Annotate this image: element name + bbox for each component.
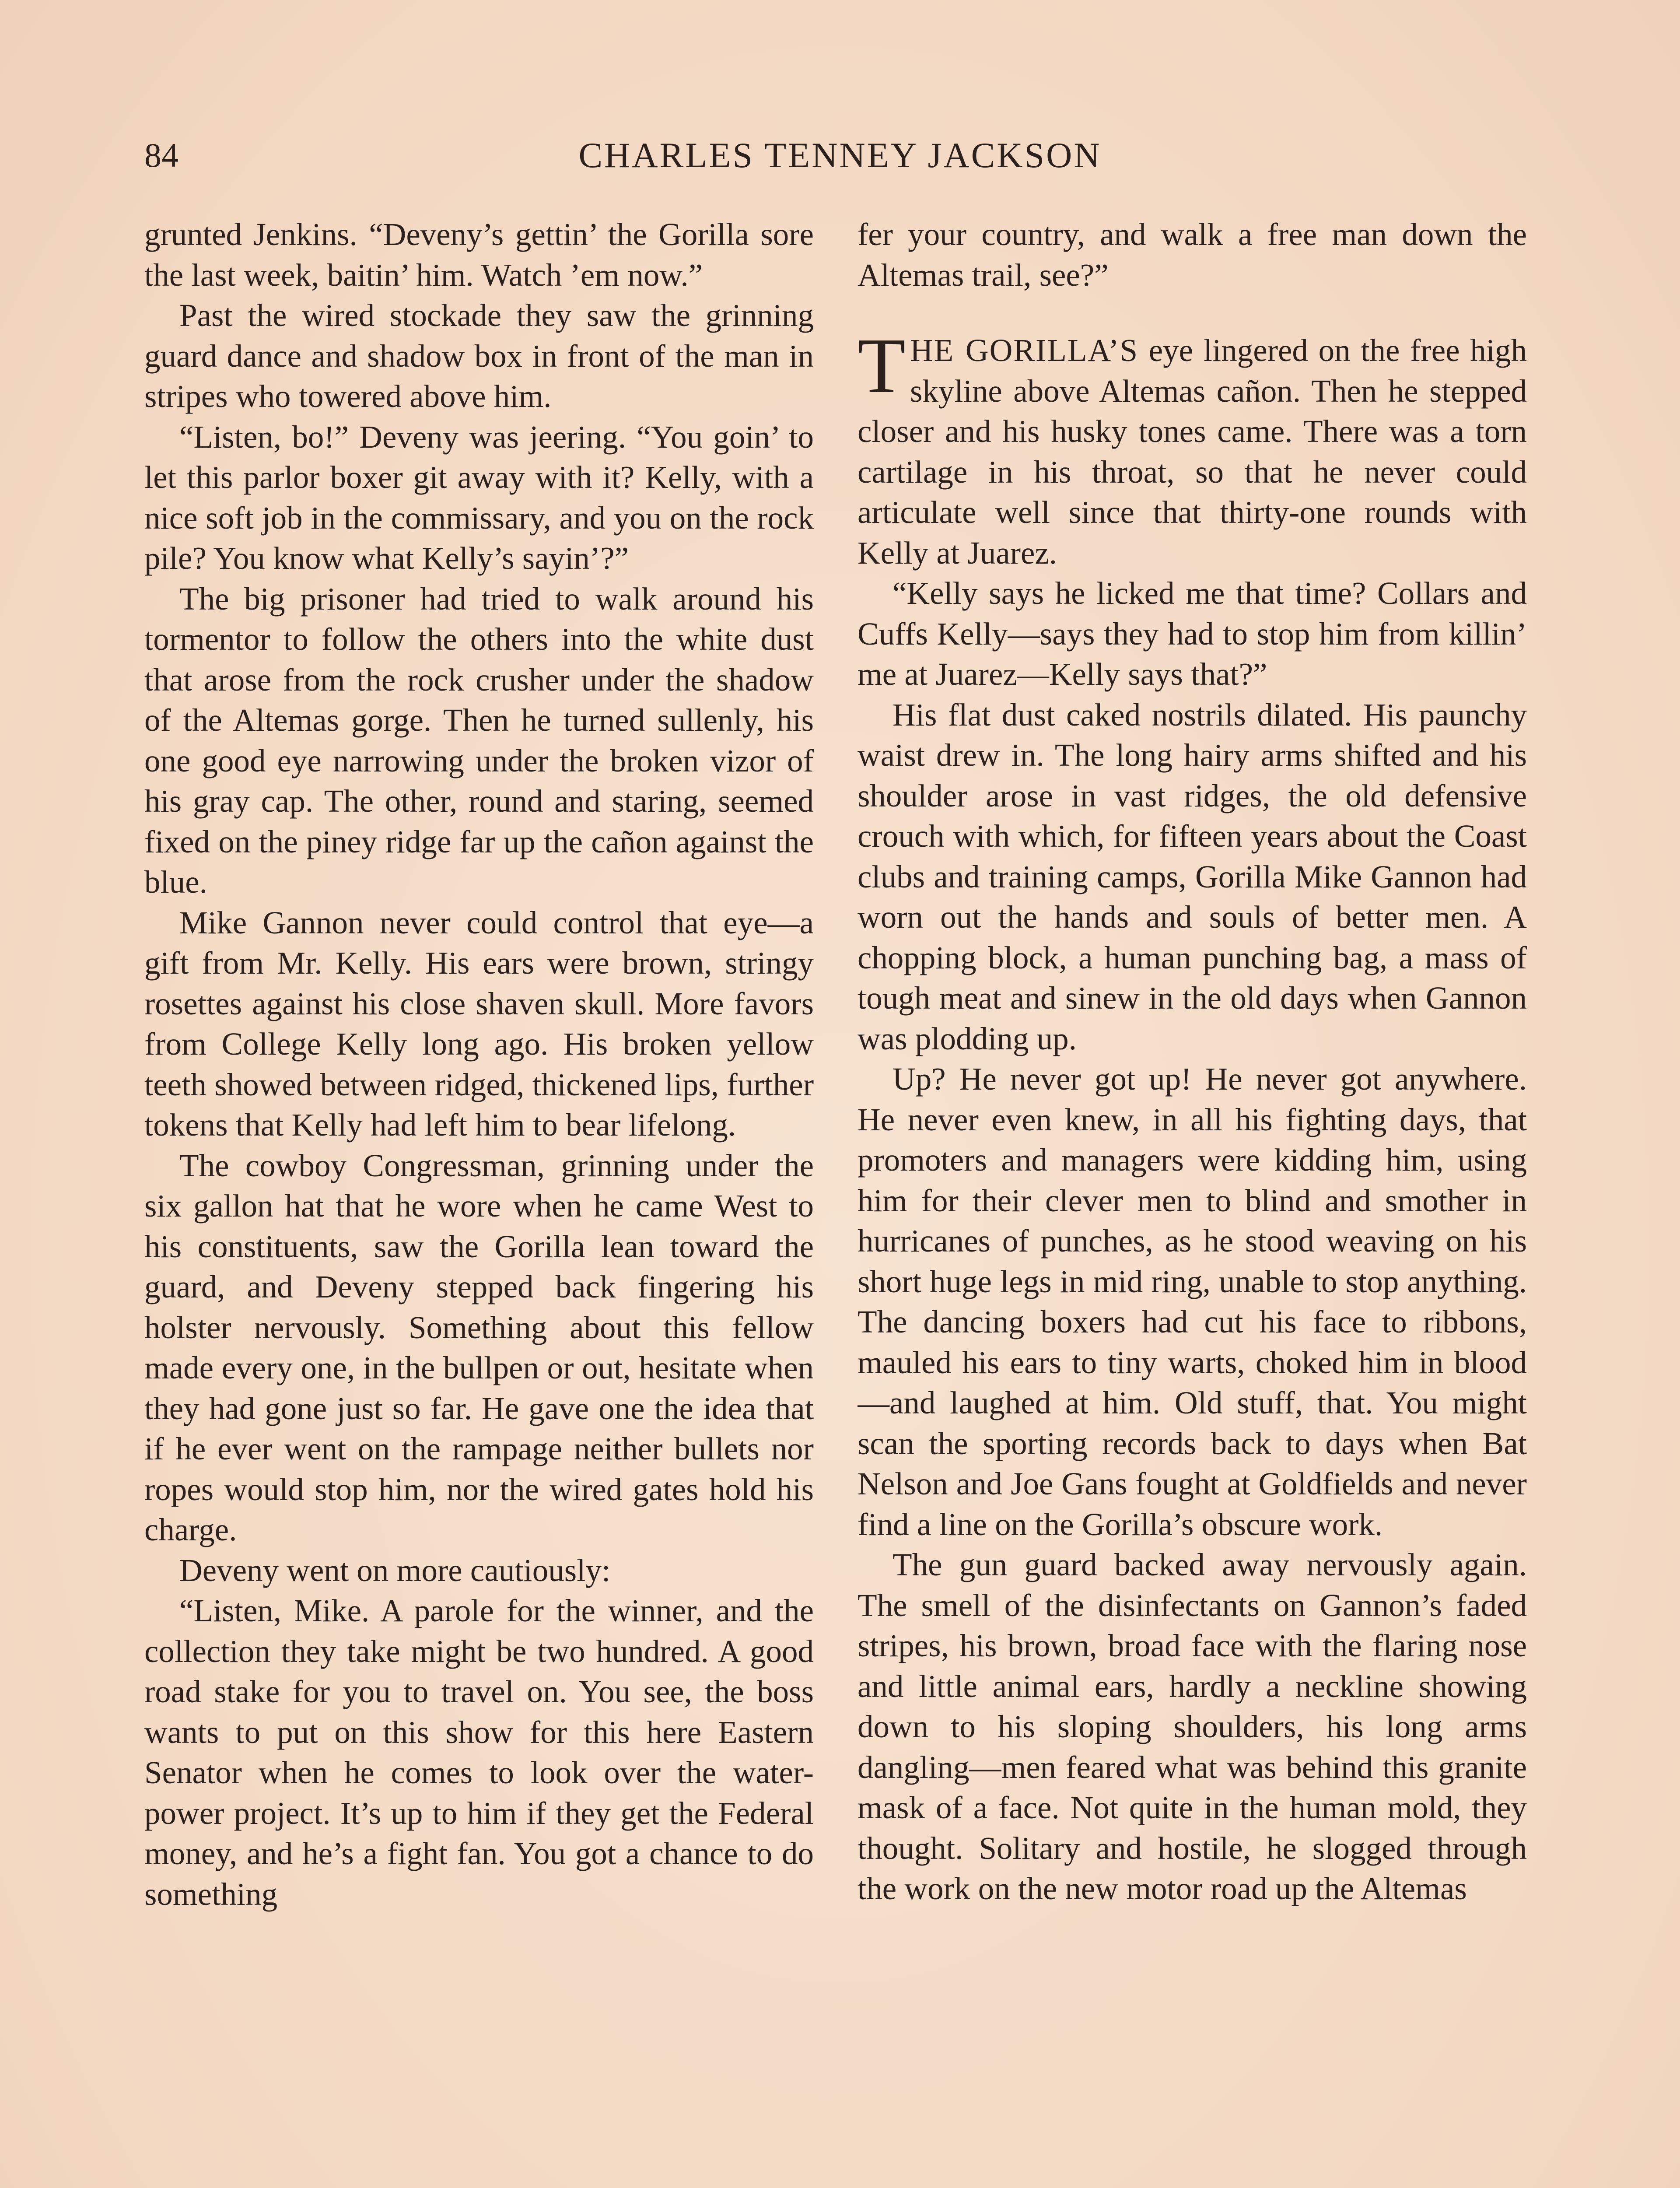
paragraph: “Listen, Mike. A parole for the winner, and the collection they take might be two hundred. A good road stake for you to travel on. You see, the boss wants to put on this show for this here Eastern Senator when he comes to look over the water-power project. It’s up to him if they get the Federal money, and he’s a fight fan. You got a chance to do something	[144, 1593, 814, 1912]
paragraph: “Kelly says he licked me that time? Collars and Cuffs Kelly—says they had to stop him from killin’ me at Juarez—Kelly says that?”	[858, 575, 1527, 692]
paragraph: Deveny went on more cautiously:	[179, 1552, 611, 1588]
right-column	[858, 214, 1527, 2188]
page-header	[144, 131, 1536, 179]
paragraph: Mike Gannon never could control that eye—a gift from Mr. Kelly. His ears were brown, stringy rosettes against his close shaven skull. More favors from College Kelly long ago. His broken yellow teeth showed between ridged, thickened lips, further tokens that Kelly had left him to bear lifelong.	[144, 905, 814, 1143]
paragraph: His flat dust caked nostrils dilated. His paunchy waist drew in. The long hairy arms shifted and his shoulder arose in vast ridges, the old defensive crouch with which, for fifteen years about the Coast clubs and training camps, Gorilla Mike Gannon had worn out the hands and souls of better men. A chopping block, a human punching bag, a mass of tough meat and sinew in the old days when Gannon was plodding up.	[858, 697, 1527, 1056]
paragraph: The cowboy Congressman, grinning under the six gallon hat that he wore when he came West to his constituents, saw the Gorilla lean toward the guard, and Deveny stepped back fingering his holster nervously. Something about this fellow made every one, in the bullpen or out, hesitate when they had gone just so far. He gave one the idea that if he ever went on the rampage neither bullets nor ropes would stop him, nor the wired gates hold his charge.	[144, 1147, 814, 1547]
paragraph: Past the wired stockade they saw the grinning guard dance and shadow box in front of the man in stripes who towered above him.	[144, 298, 814, 414]
left-column	[144, 214, 814, 2188]
section-opening-paragraph	[858, 322, 1527, 573]
section-lead-words: HE GORILLA’S	[910, 333, 1139, 368]
paragraph: Up? He never got up! He never got anywhere. He never even knew, in all his fighting days, that promoters and managers were kidding him, using him for their clever men to blind and smother in hurricanes of punches, as he stood weaving on his short huge legs in mid ring, unable to stop anything. The dancing boxers had cut his face to ribbons, mauled his ears to tiny warts, choked him in blood—and laughed at him. Old stuff, that. You might scan the sporting records back to days when Bat Nelson and Joe Gans fought at Goldfields and never find a line on the Gorilla’s obscure work.	[858, 1061, 1527, 1542]
drop-cap: T	[858, 322, 906, 409]
paragraph: The big prisoner had tried to walk around his tormentor to follow the others into the white dust that arose from the rock crusher under the shadow of the Altemas gorge. Then he turned sullenly, his one good eye narrowing under the broken vizor of his gray cap. The other, round and staring, seemed fixed on the piney ridge far up the cañon against the blue.	[144, 581, 814, 900]
section-opening-text: eye lingered on the free high skyline above Altemas cañon. Then he stepped closer and his husky tones came. There was a torn cartilage in his throat, so that he never could articulate well since that thirty-one rounds with Kelly at Juarez.	[858, 333, 1527, 571]
running-head: CHARLES TENNEY JACKSON	[578, 135, 1102, 175]
paragraph: The gun guard backed away nervously again. The smell of the disinfectants on Gannon’s faded stripes, his brown, broad face with the flaring nose and little animal ears, hardly a neckline showing down to his sloping shoulders, his long arms dangling—men feared what was behind this granite mask of a face. Not quite in the human mold, they thought. Solitary and hostile, he slogged through the work on the new motor road up the Altemas	[858, 1547, 1527, 1906]
paragraph: “Listen, bo!” Deveny was jeering. “You goin’ to let this parlor boxer git away with it? Kelly, with a nice soft job in the commissary, and you on the rock pile? You know what Kelly’s sayin’?”	[144, 419, 814, 576]
paragraph: grunted Jenkins. “Deveny’s gettin’ the Gorilla sore the last week, baitin’ him. Watch ’em now.”	[144, 217, 814, 293]
paragraph-continuation: fer your country, and walk a free man down the Altemas trail, see?”	[858, 217, 1527, 293]
page-number: 84	[144, 136, 178, 174]
